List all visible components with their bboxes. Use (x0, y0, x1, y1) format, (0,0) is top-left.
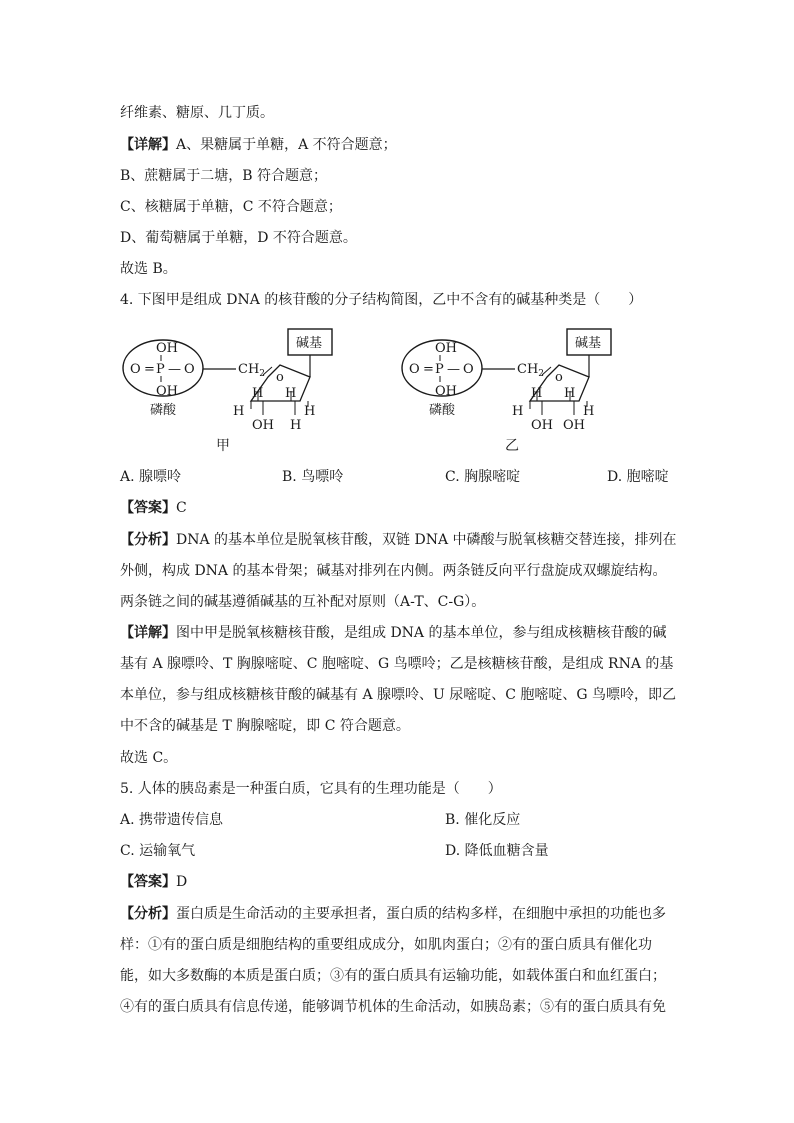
h-2prime: H (290, 418, 302, 433)
oh-2prime: OH (563, 418, 585, 433)
base-label: 碱基 (296, 336, 323, 351)
q5-option-c: C. 运输氧气 (120, 843, 196, 859)
p-atom: P (156, 362, 165, 377)
ch2-group: $CH_2$ (238, 362, 266, 379)
q4-detail-line: 基有 A 腺嘌呤、T 胸腺嘧啶、C 胞嘧啶、G 鸟嘌呤；乙是核糖核苷酸，是组成 RNA 的基 (120, 656, 674, 672)
h-3: H (564, 386, 576, 401)
q5-option-d: D. 降低血糖含量 (445, 843, 549, 859)
q5-analysis-line: ④有的蛋白质具有信息传递，能够调节机体的生命活动，如胰岛素；⑤有的蛋白质具有免 (120, 999, 666, 1015)
question-4-stem: 4. 下图甲是组成 DNA 的核苷酸的分子结构简图，乙中不含有的碱基种类是（ ） (120, 292, 643, 308)
h-4: H (304, 404, 316, 419)
ring-oxygen: o (276, 370, 284, 385)
text-line: C、核糖属于单糖，C 不符合题意； (120, 199, 342, 215)
p-atom: P (435, 362, 444, 377)
h-3: H (285, 386, 297, 401)
o-right: O (184, 362, 195, 377)
oh-3prime: OH (252, 418, 274, 433)
single-bond: — (168, 362, 181, 377)
o-right: O (463, 362, 474, 377)
q5-analysis-line: 能，如大多数酶的本质是蛋白质；③有的蛋白质具有运输功能，如载体蛋白和血红蛋白； (120, 968, 666, 984)
question-5-stem: 5. 人体的胰岛素是一种蛋白质，它具有的生理功能是（ ） (120, 781, 502, 797)
double-bond: = (144, 362, 155, 377)
q4-analysis-line: 两条链之间的碱基遵循碱基的互补配对原则（A-T、C-G）。 (120, 594, 486, 610)
q5-option-b: B. 催化反应 (445, 812, 521, 828)
caption-yi: 乙 (505, 438, 519, 454)
q4-choose: 故选 C。 (120, 750, 178, 766)
h-2: H (252, 386, 264, 401)
double-bond: = (423, 362, 434, 377)
h-1: H (233, 404, 245, 419)
phosphate-label: 磷酸 (429, 403, 456, 418)
q5-analysis-line: 样：①有的蛋白质是细胞结构的重要组成成分，如肌肉蛋白；②有的蛋白质具有催化功 (120, 937, 652, 953)
q5-option-a: A. 携带遗传信息 (120, 812, 224, 828)
oh-3prime: OH (531, 418, 553, 433)
q4-analysis-line: 【分析】DNA 的基本单位是脱氧核苷酸，双链 DNA 中磷酸与脱氧核糖交替连接，排列在 (120, 532, 677, 548)
text-line: B、蔗糖属于二塘，B 符合题意； (120, 168, 328, 184)
q4-analysis-line: 外侧，构成 DNA 的基本骨架；碱基对排列在内侧。两条链反向平行盘旋成双螺旋结构。 (120, 563, 667, 579)
q4-detail-line: 中不含的碱基是 T 胸腺嘧啶，即 C 符合题意。 (120, 718, 410, 734)
q4-answer: 【答案】C (120, 500, 187, 516)
ch2-group: $CH_2$ (517, 362, 545, 379)
oh-bottom: OH (156, 384, 178, 399)
text-line: D、葡萄糖属于单糖，D 不符合题意。 (120, 230, 357, 246)
nucleotide-diagram-yi (397, 325, 627, 435)
q4-option-a: A. 腺嘌呤 (120, 469, 182, 485)
oh-top: OH (435, 341, 457, 356)
q4-detail-line: 【详解】图中甲是脱氧核糖核苷酸，是组成 DNA 的基本单位，参与组成核糖核苷酸的碱 (120, 625, 667, 641)
q5-answer: 【答案】D (120, 874, 188, 890)
base-label: 碱基 (575, 336, 602, 351)
q5-analysis-line: 【分析】蛋白质是生命活动的主要承担者，蛋白质的结构多样，在细胞中承担的功能也多 (120, 906, 666, 922)
text-line: 纤维素、糖原、几丁质。 (120, 105, 274, 121)
h-2: H (531, 386, 543, 401)
q4-option-c: C. 胸腺嘧啶 (445, 469, 521, 485)
q4-option-d: D. 胞嘧啶 (607, 469, 669, 485)
text-line: 故选 B。 (120, 261, 177, 277)
q4-option-b: B. 鸟嘌呤 (282, 469, 344, 485)
single-bond: — (447, 362, 460, 377)
text-line: 【详解】A、果糖属于单糖，A 不符合题意； (120, 137, 397, 153)
oh-top: OH (156, 341, 178, 356)
nucleotide-diagram-jia (118, 325, 348, 435)
phosphate-label: 磷酸 (150, 403, 177, 418)
q4-detail-line: 本单位，参与组成核糖核苷酸的碱基有 A 腺嘌呤、U 尿嘧啶、C 胞嘧啶、G 鸟嘌呤，即乙 (120, 687, 677, 703)
ring-oxygen: o (555, 370, 563, 385)
caption-jia: 甲 (216, 438, 230, 454)
oh-bottom: OH (435, 384, 457, 399)
o-left: O (130, 362, 141, 377)
o-left: O (409, 362, 420, 377)
h-1: H (512, 404, 524, 419)
h-4: H (583, 404, 595, 419)
